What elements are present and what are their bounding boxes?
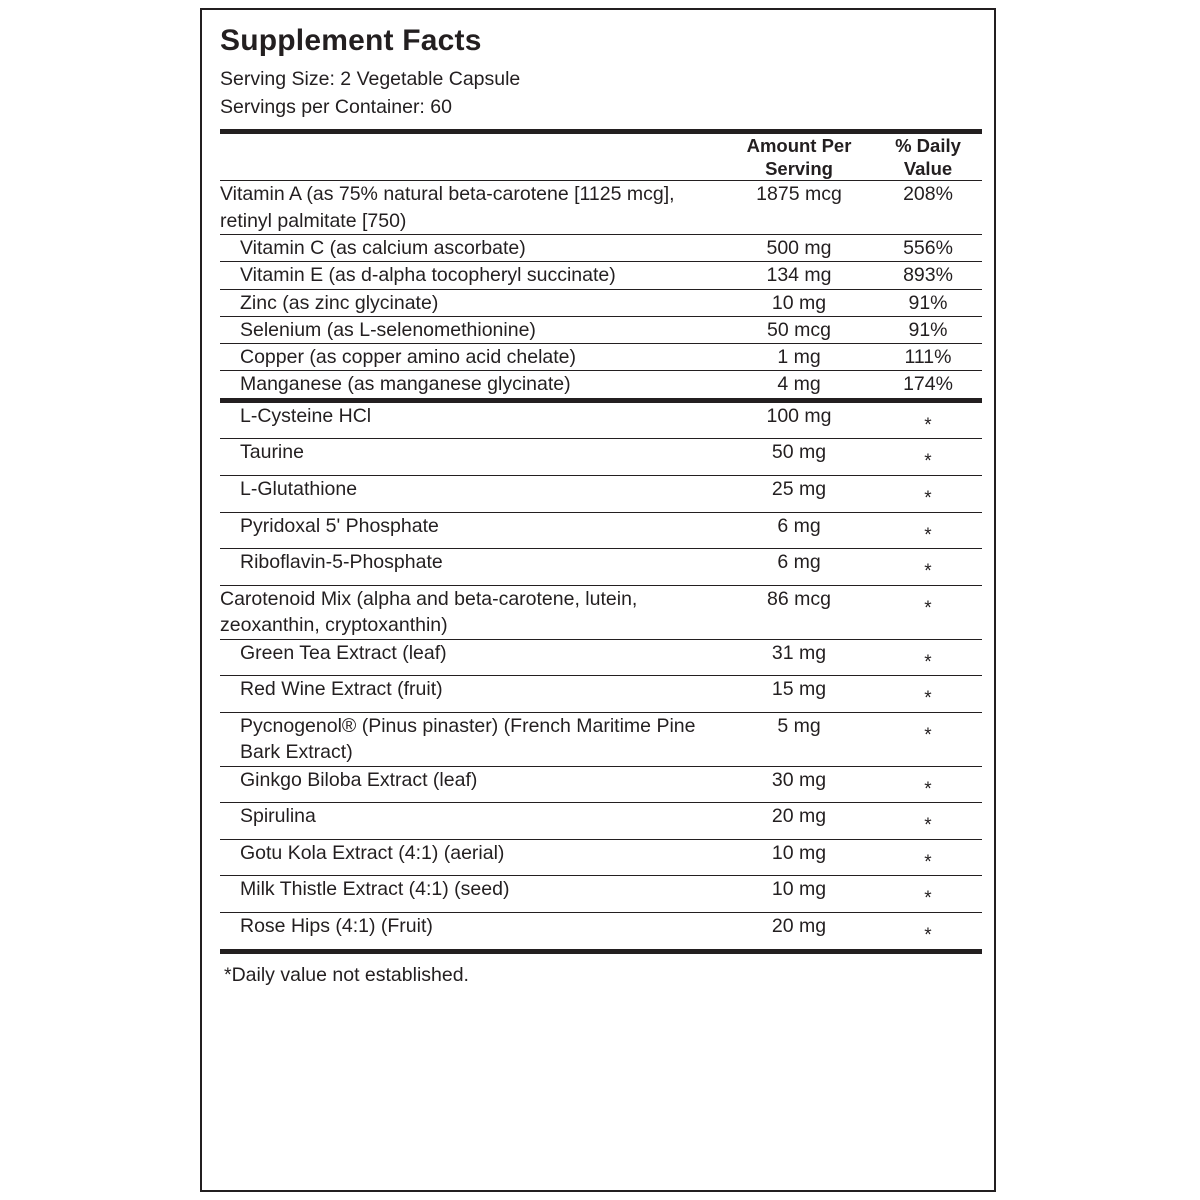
- nutrient-amount: 6 mg: [724, 549, 874, 586]
- nutrient-name: Manganese (as manganese glycinate): [220, 371, 724, 400]
- nutrient-amount: 10 mg: [724, 289, 874, 316]
- nutrient-amount: 134 mg: [724, 262, 874, 289]
- table-row: [220, 639, 982, 676]
- table-row: [220, 766, 982, 803]
- table-row: [220, 262, 982, 289]
- nutrient-daily-value: *: [874, 676, 982, 713]
- table-row: [220, 803, 982, 840]
- nutrient-amount: 500 mg: [724, 234, 874, 261]
- nutrient-name: Ginkgo Biloba Extract (leaf): [220, 766, 724, 803]
- table-row: [220, 476, 982, 513]
- column-header-daily-value: [874, 134, 982, 181]
- table-row: [220, 712, 982, 766]
- nutrient-amount: 10 mg: [724, 839, 874, 876]
- table-row: [220, 344, 982, 371]
- servings-per-container: Servings per Container: 60: [220, 95, 452, 118]
- nutrient-daily-value: *: [874, 913, 982, 949]
- nutrient-name: Zinc (as zinc glycinate): [220, 289, 724, 316]
- supplement-facts-content: [220, 20, 982, 987]
- column-header-amount: [724, 134, 874, 181]
- nutrient-name: Milk Thistle Extract (4:1) (seed): [220, 876, 724, 913]
- nutrient-daily-value: *: [874, 876, 982, 913]
- daily-value-footnote: *Daily value not established.: [224, 963, 469, 986]
- page-title: Supplement Facts: [220, 24, 482, 57]
- nutrient-daily-value: *: [874, 476, 982, 513]
- nutrient-daily-value: *: [874, 639, 982, 676]
- nutrient-amount: 20 mg: [724, 803, 874, 840]
- nutrient-daily-value: *: [874, 712, 982, 766]
- nutrient-name: Rose Hips (4:1) (Fruit): [220, 913, 724, 949]
- table-row: [220, 289, 982, 316]
- nutrient-group-other-ingredients: [220, 403, 982, 949]
- nutrient-daily-value: 208%: [874, 181, 982, 235]
- nutrient-daily-value: *: [874, 585, 982, 639]
- table-row: [220, 403, 982, 439]
- column-header-name: [220, 134, 724, 181]
- column-header-amount-line2: Serving: [765, 158, 833, 180]
- nutrient-daily-value: *: [874, 803, 982, 840]
- nutrient-amount: 50 mg: [724, 439, 874, 476]
- nutrient-amount: 15 mg: [724, 676, 874, 713]
- nutrient-amount: 1875 mcg: [724, 181, 874, 235]
- nutrient-amount: 100 mg: [766, 404, 832, 427]
- nutrient-name: Red Wine Extract (fruit): [220, 676, 724, 713]
- nutrient-amount: 31 mg: [724, 639, 874, 676]
- table-row: [220, 876, 982, 913]
- nutrient-amount: 86 mcg: [724, 585, 874, 639]
- nutrient-name: Riboflavin-5-Phosphate: [220, 549, 724, 586]
- serving-size: Serving Size: 2 Vegetable Capsule: [220, 67, 521, 90]
- column-header-amount-line1: Amount Per: [746, 135, 852, 157]
- nutrient-daily-value: *: [874, 549, 982, 586]
- nutrient-daily-value: *: [874, 839, 982, 876]
- nutrient-amount: 1 mg: [724, 344, 874, 371]
- nutrient-name: L-Glutathione: [220, 476, 724, 513]
- nutrient-daily-value: 91%: [874, 316, 982, 343]
- nutrient-amount: 30 mg: [724, 766, 874, 803]
- nutrient-name: Carotenoid Mix (alpha and beta-carotene, lutein, zeoxanthin, cryptoxanthin): [220, 585, 724, 639]
- nutrient-name: Pycnogenol® (Pinus pinaster) (French Maritime Pine Bark Extract): [220, 712, 724, 766]
- nutrient-name: Copper (as copper amino acid chelate): [220, 344, 724, 371]
- nutrient-amount: 20 mg: [724, 913, 874, 949]
- table-row: [220, 316, 982, 343]
- table-row: [220, 839, 982, 876]
- table-row: [220, 512, 982, 549]
- nutrient-name: Vitamin E (as d-alpha tocopheryl succinate): [220, 262, 724, 289]
- nutrient-amount: 5 mg: [724, 712, 874, 766]
- nutrient-name: L-Cysteine HCl: [240, 404, 372, 427]
- table-row: [220, 181, 982, 235]
- nutrition-table: [220, 134, 982, 949]
- nutrient-daily-value: *: [874, 439, 982, 476]
- nutrient-name: Taurine: [220, 439, 724, 476]
- table-row: [220, 676, 982, 713]
- table-row: [220, 913, 982, 949]
- table-header-row: [220, 134, 982, 181]
- nutrient-daily-value: 893%: [874, 262, 982, 289]
- nutrient-name: Pyridoxal 5' Phosphate: [220, 512, 724, 549]
- table-row: [220, 234, 982, 261]
- nutrient-name: Vitamin A (as 75% natural beta-carotene [1125 mcg], retinyl palmitate [750): [220, 181, 724, 235]
- nutrient-amount: 10 mg: [724, 876, 874, 913]
- table-row: [220, 439, 982, 476]
- nutrient-name: Vitamin C (as calcium ascorbate): [220, 234, 724, 261]
- nutrient-daily-value: 556%: [874, 234, 982, 261]
- nutrient-daily-value: *: [874, 766, 982, 803]
- nutrient-daily-value: 91%: [874, 289, 982, 316]
- nutrient-name: Spirulina: [220, 803, 724, 840]
- nutrient-amount: 50 mcg: [724, 316, 874, 343]
- supplement-facts-panel: [200, 8, 996, 1192]
- nutrient-daily-value: 111%: [874, 344, 982, 371]
- table-row: [220, 549, 982, 586]
- table-header: [220, 134, 982, 181]
- nutrient-daily-value: *: [874, 512, 982, 549]
- nutrient-amount: 6 mg: [724, 512, 874, 549]
- nutrient-daily-value: 174%: [874, 371, 982, 400]
- nutrient-group-vitamins-minerals: [220, 181, 982, 401]
- nutrient-name: Green Tea Extract (leaf): [220, 639, 724, 676]
- nutrient-amount: 4 mg: [724, 371, 874, 400]
- column-header-dv-line2: Value: [903, 158, 953, 180]
- nutrient-daily-value: *: [924, 414, 932, 436]
- nutrient-name: Gotu Kola Extract (4:1) (aerial): [220, 839, 724, 876]
- table-row: [220, 585, 982, 639]
- nutrient-amount: 25 mg: [724, 476, 874, 513]
- column-header-dv-line1: % Daily: [895, 135, 961, 157]
- table-row: [220, 371, 982, 400]
- nutrient-name: Selenium (as L-selenomethionine): [220, 316, 724, 343]
